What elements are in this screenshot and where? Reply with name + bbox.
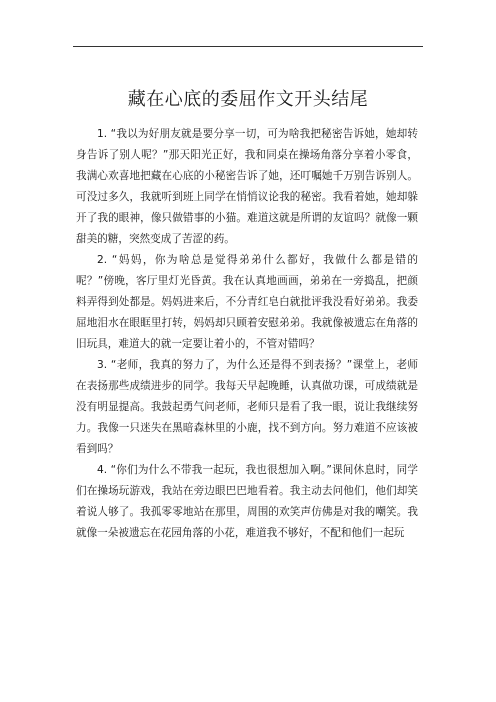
header-divider [73, 46, 423, 47]
paragraph-2: 2. “妈妈，你为啥总是觉得弟弟什么都好，我做什么都是错的呢？”傍晚，客厅里灯光昏黄。我在认真地画画，弟弟在一旁捣乱，把颜料弄得到处都是。妈妈进来后，不分青红皂白就批评我没看好弟弟。我委屈地泪水在眼眶里打转，妈妈却只顾着安慰弟弟。我就像被遗忘在角落的旧玩具，难道大的就一定要让着小的，不管对错吗？ [76, 254, 418, 350]
paragraph-4: 4. “你们为什么不带我一起玩，我也很想加入啊。”课间休息时，同学们在操场玩游戏，我站在旁边眼巴巴地看着。我主动去问他们，他们却笑着说人够了。我孤零零地站在那里，周围的欢笑声仿佛是对我的嘲笑。我就像一朵被遗忘在花园角落的小花，难道我不够好，不配和他们一起玩 [76, 464, 418, 539]
document-body [76, 124, 418, 544]
document-title: 藏在心底的委屈作文开头结尾 [127, 89, 369, 110]
paragraph-3: 3. “老师，我真的努力了，为什么还是得不到表扬？”课堂上，老师在表扬那些成绩进步的同学。我每天早起晚睡，认真做功课，可成绩就是没有明显提高。我鼓起勇气问老师，老师只是看了我一眼，说让我继续努力。我像一只迷失在黑暗森林里的小鹿，找不到方向。努力难道不应该被看到吗？ [76, 359, 418, 455]
paragraph-1: 1. “我以为好朋友就是要分享一切，可为啥我把秘密告诉她，她却转身告诉了别人呢？”那天阳光正好，我和同桌在操场角落分享着小零食，我满心欢喜地把藏在心底的小秘密告诉了她，还叮嘱她千万别告诉别人。可没过多久，我就听到班上同学在悄悄议论我的秘密。我看着她，她却躲开了我的眼神，像只做错事的小猫。难道这就是所谓的友谊吗？就像一颗甜美的糖，突然变成了苦涩的药。 [76, 128, 418, 245]
